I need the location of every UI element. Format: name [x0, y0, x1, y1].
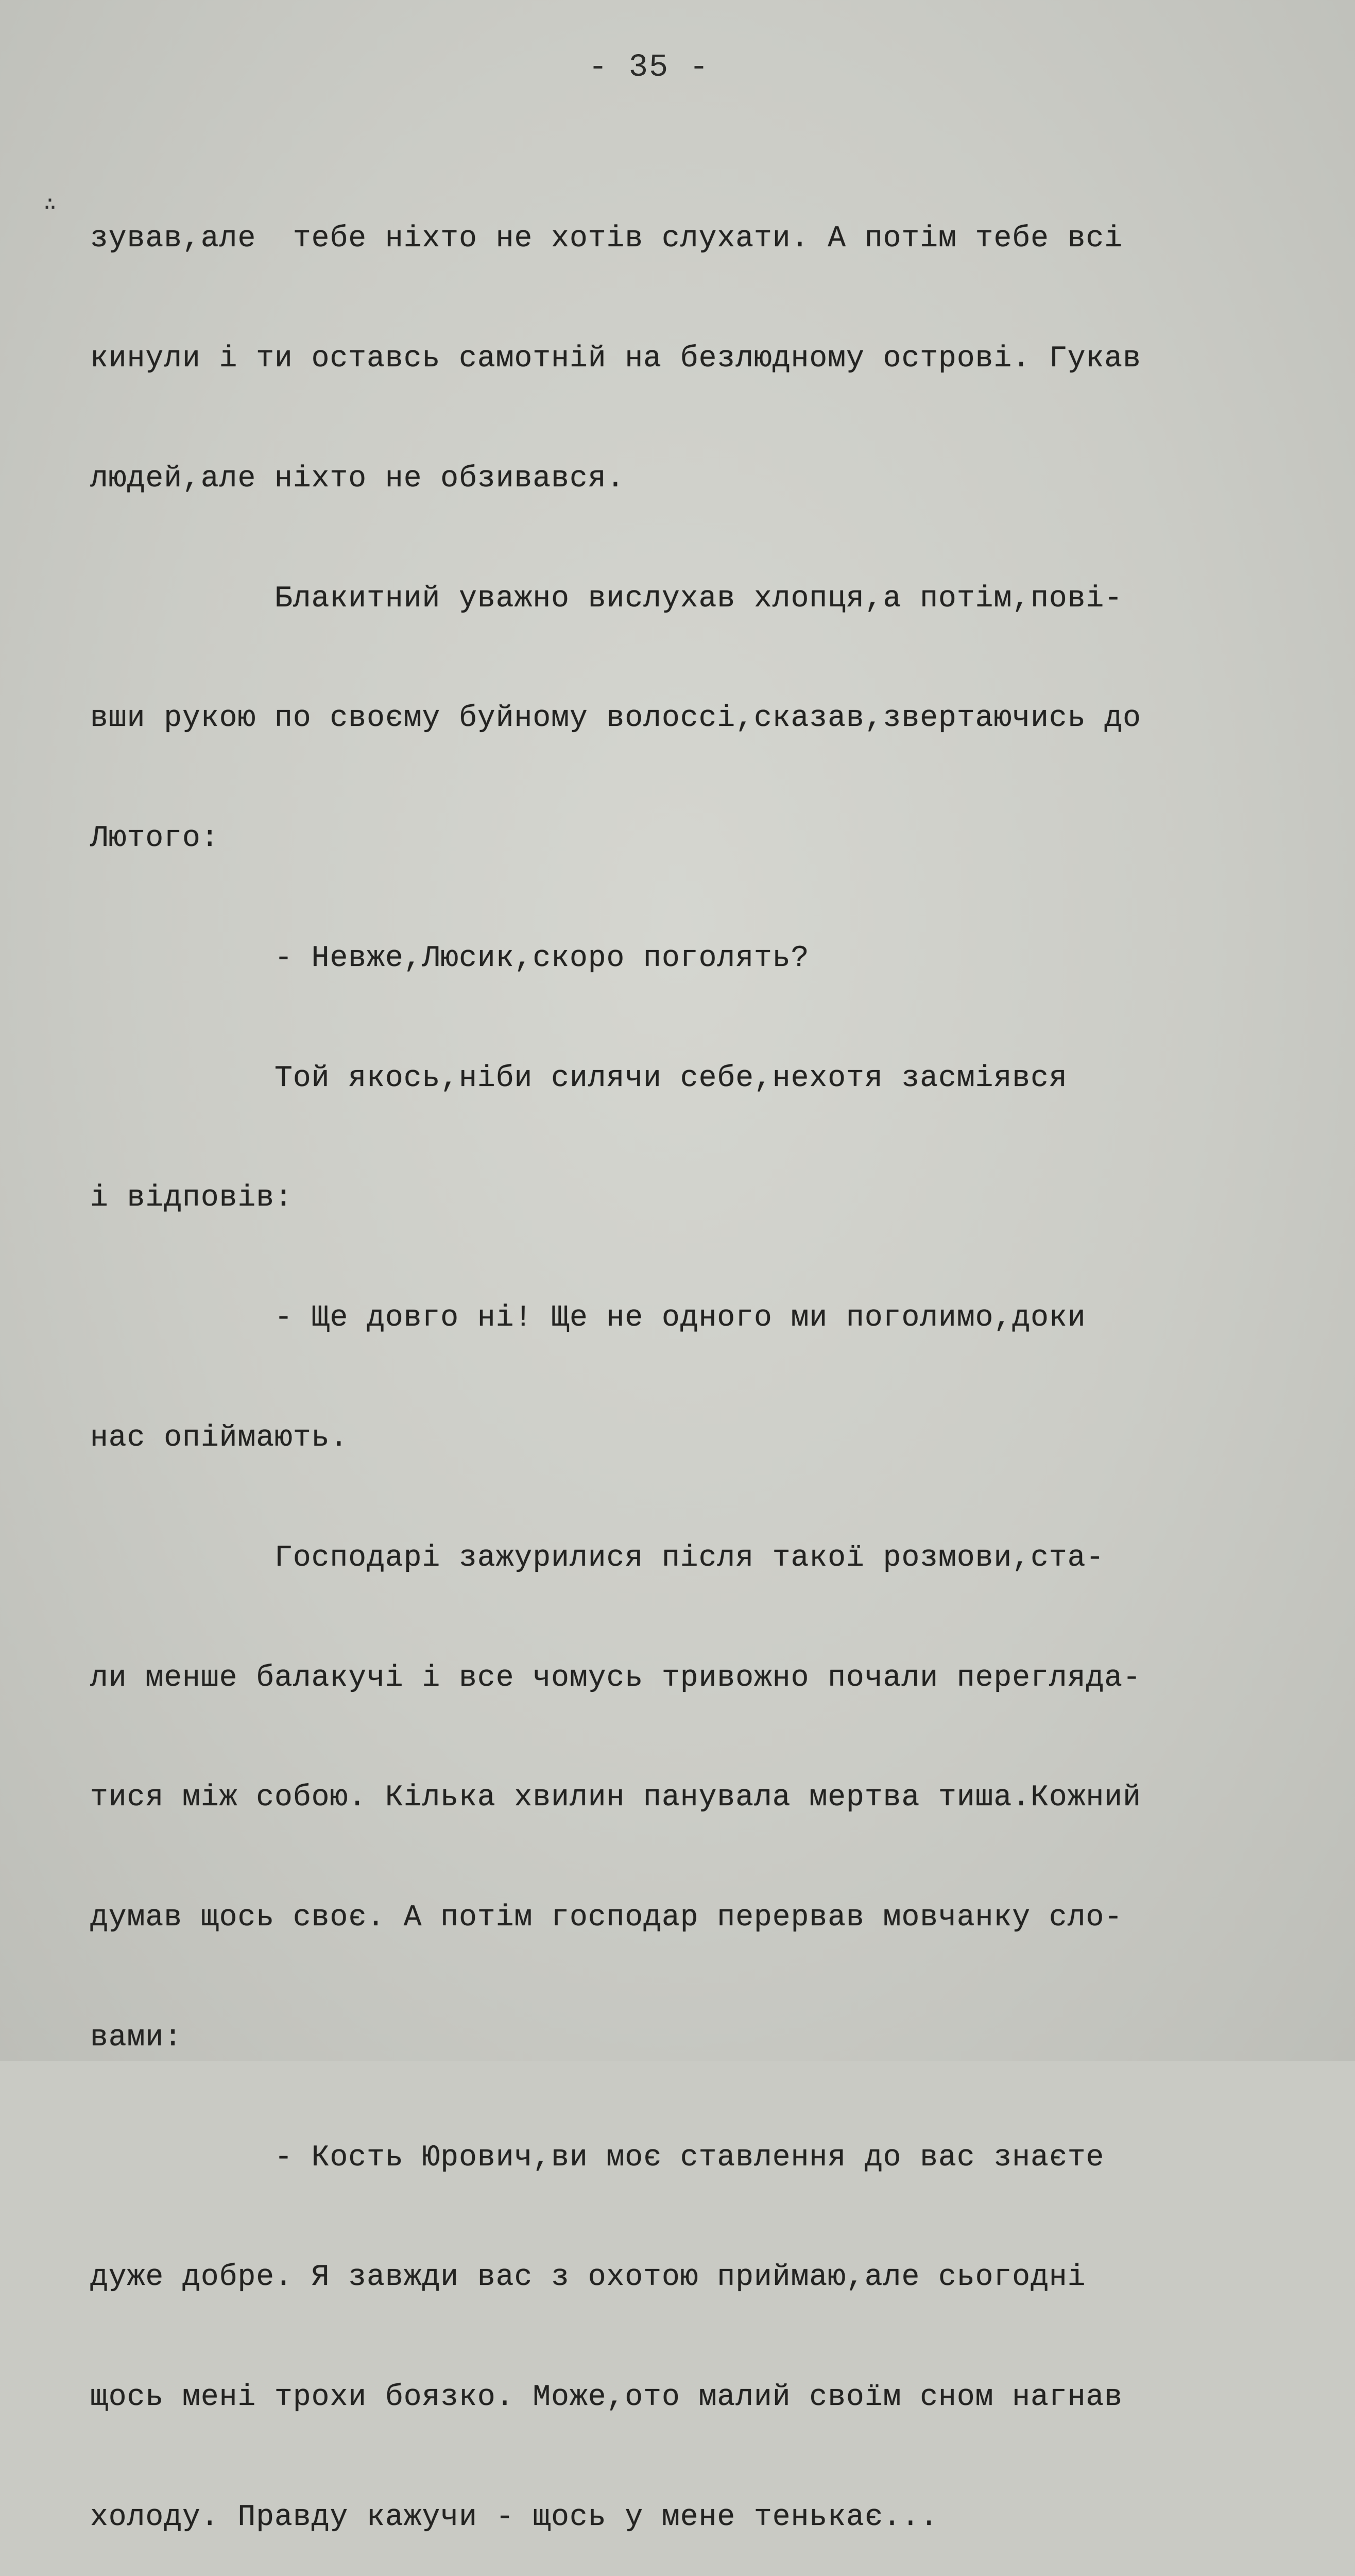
margin-mark: ∴ — [44, 194, 57, 217]
text-line: кинули і ти оставсь самотній на безлюдному острові. Гукав — [90, 342, 1141, 376]
text-line: Блакитний уважно вислухав хлопця,а потім,пові- — [90, 582, 1123, 616]
text-line: людей,але ніхто не обзивався. — [90, 462, 625, 496]
text-line: нас опіймають. — [90, 1421, 349, 1455]
text-line: думав щось своє. А потім господар перервав мовчанку сло- — [90, 1901, 1123, 1935]
text-line: дуже добре. Я завжди вас з охотою приймаю,але сьогодні — [90, 2261, 1086, 2295]
text-line: ли менше балакучі і все чомусь тривожно почали перегляда- — [90, 1661, 1141, 1695]
text-line: зував,але тебе ніхто не хотів слухати. А потім тебе всі — [90, 222, 1123, 256]
text-line: Господарі зажурилися після такої розмови,ста- — [90, 1541, 1105, 1575]
text-line: Той якось,ніби силячи себе,нехотя засміявся — [90, 1061, 1068, 1095]
text-line: і відповів: — [90, 1181, 293, 1215]
text-line: - Ще довго ні! Ще не одного ми поголимо,доки — [90, 1301, 1086, 1335]
text-line: Лютого: — [90, 822, 219, 856]
text-line: вши рукою по своєму буйному волоссі,сказав,звертаючись до — [90, 702, 1141, 736]
text-line: вами: — [90, 2021, 183, 2055]
text-line: тися між собою. Кілька хвилин панувала мертва тиша.Кожний — [90, 1781, 1141, 1815]
text-line: - Кость Юрович,ви моє ставлення до вас знаєте — [90, 2141, 1105, 2175]
text-line: - Невже,Люсик,скоро поголять? — [90, 941, 810, 975]
page-number: - 35 - — [588, 49, 710, 86]
text-line: холоду. Правду кажучи - щось у мене тенькає... — [90, 2501, 939, 2535]
text-line: щось мені трохи боязко. Може,ото малий своїм сном нагнав — [90, 2381, 1123, 2415]
body-text — [90, 139, 1295, 2576]
